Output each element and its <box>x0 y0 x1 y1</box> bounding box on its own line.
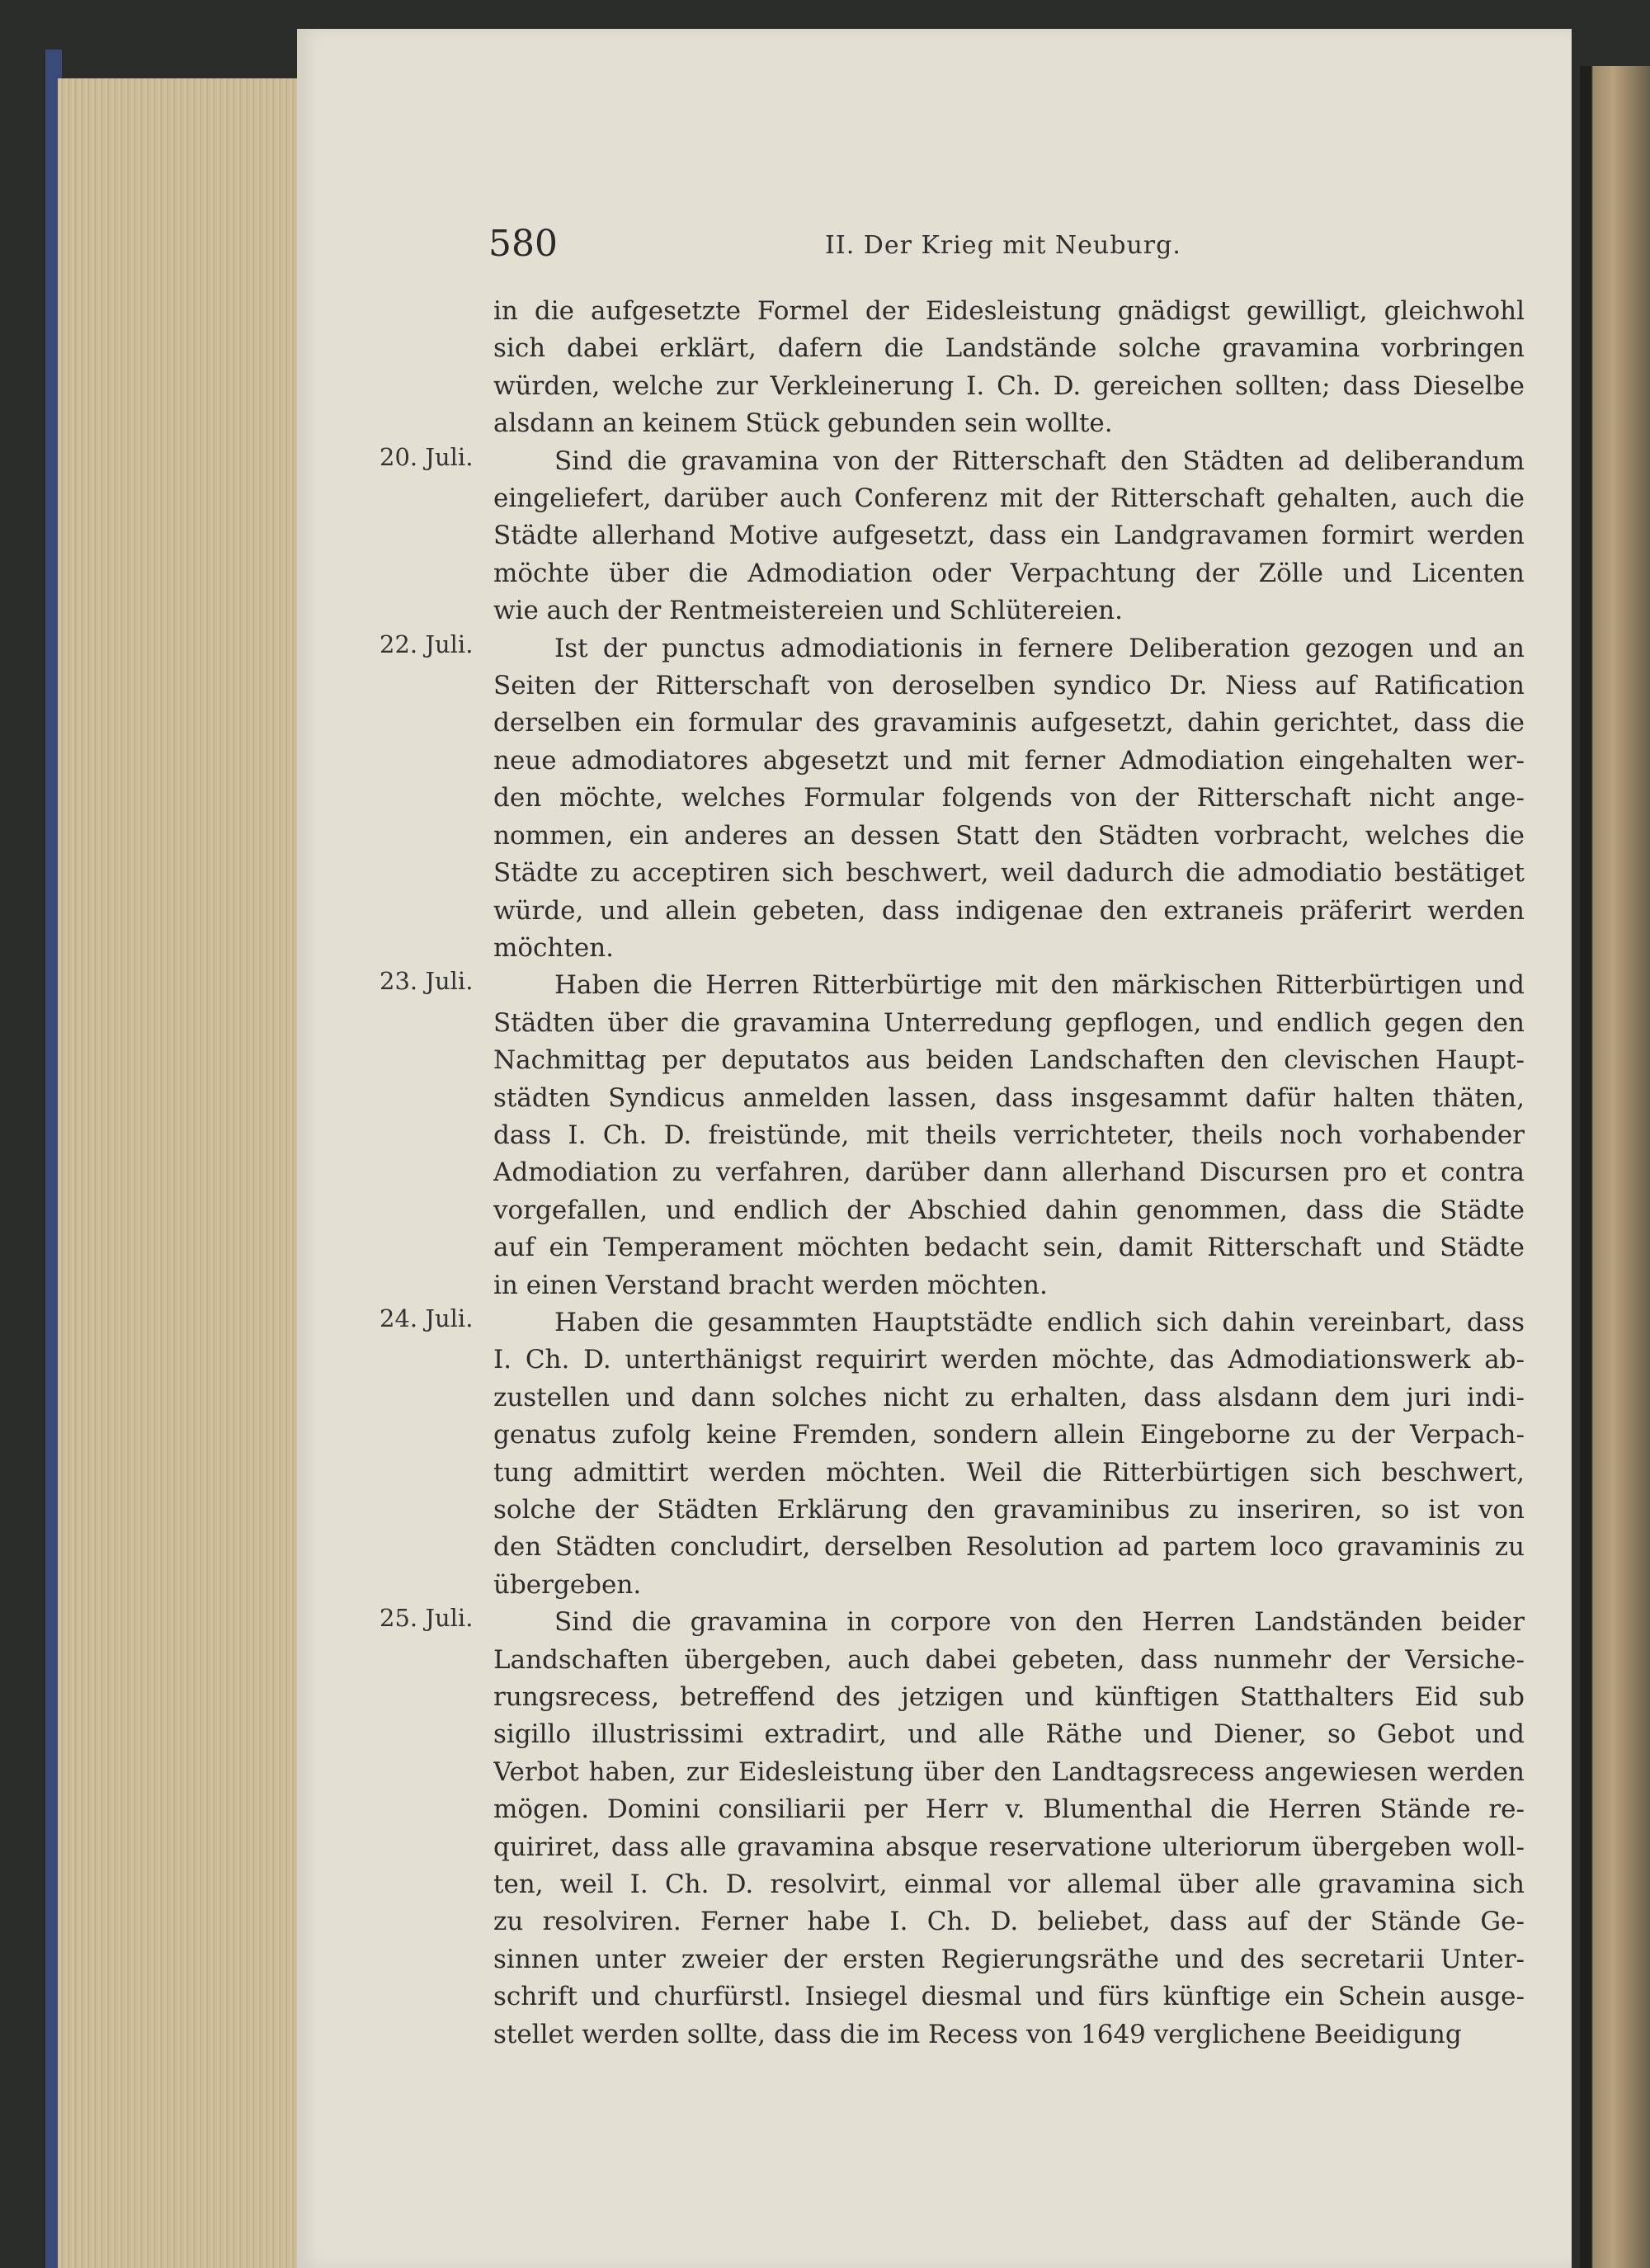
text-line: solche der Städten Erklärung den gravaminibus zu inseriren, so ist von <box>493 1495 1525 1525</box>
text-line: sinnen unter zweier der ersten Regierungsräthe und des secretarii Unter- <box>493 1944 1525 1974</box>
text-line: Städte allerhand Motive aufgesetzt, dass ein Landgravamen formirt werden <box>493 521 1525 551</box>
text-line: Sind die gravamina in corpore von den Herren Landständen beider <box>554 1607 1525 1638</box>
book-page <box>297 29 1572 2268</box>
entry-date: 25. Juli. <box>380 1604 474 1633</box>
text-line: derselben ein formular des gravaminis aufgesetzt, dahin gerichtet, dass die <box>493 708 1525 738</box>
diary-entry <box>297 630 1572 968</box>
text-line: nommen, ein anderes an dessen Statt den Städten vorbracht, welches die <box>493 820 1525 851</box>
text-line: zu resolviren. Ferner habe I. Ch. D. beliebet, dass auf der Stände Ge- <box>493 1907 1525 1937</box>
text-line: wie auch der Rentmeistereien und Schlütereien. <box>493 596 1123 626</box>
page-header <box>297 223 1572 272</box>
text-line: genatus zufolg keine Fremden, sondern allein Eingeborne zu der Verpach- <box>493 1420 1525 1450</box>
text-line: Sind die gravamina von der Ritterschaft den Städten ad deliberandum <box>554 446 1525 476</box>
text-line: ten, weil I. Ch. D. resolvirt, einmal vor allemal über alle gravamina sich <box>493 1870 1525 1900</box>
page-edges <box>58 78 305 2268</box>
running-title: II. Der Krieg mit Neuburg. <box>825 231 1181 260</box>
text-line: Seiten der Ritterschaft von deroselben syndico Dr. Niess auf Ratification <box>493 671 1525 701</box>
diary-entry <box>297 1604 1572 2053</box>
text-line: übergeben. <box>493 1569 642 1600</box>
text-line: tung admittirt werden möchten. Weil die Ritterbürtigen sich beschwert, <box>493 1457 1525 1488</box>
page-number: 580 <box>488 223 558 265</box>
text-line: würde, und allein gebeten, dass indigenae den extraneis präferirt werden <box>493 895 1525 926</box>
page-body <box>297 293 1572 2053</box>
entry-date: 22. Juli. <box>380 629 474 658</box>
text-line: mögen. Domini consiliarii per Herr v. Blumenthal die Herren Stände re- <box>493 1794 1525 1825</box>
text-line: möchte über die Admodiation oder Verpachtung der Zölle und Licenten <box>493 558 1525 588</box>
text-line: sich dabei erklärt, dafern die Landstände solche gravamina vorbringen <box>493 333 1525 364</box>
text-line: I. Ch. D. unterthänigst requirirt werden möchte, das Admodiationswerk ab- <box>493 1345 1525 1375</box>
text-line: Nachmittag per deputatos aus beiden Landschaften den clevischen Haupt- <box>493 1045 1525 1076</box>
text-line: quiriret, dass alle gravamina absque reservatione ulteriorum übergeben woll- <box>493 1832 1525 1862</box>
entry-date: 24. Juli. <box>380 1304 474 1332</box>
diary-entry <box>297 1304 1572 1604</box>
text-line: Landschaften übergeben, auch dabei gebeten, dass nunmehr der Versiche- <box>493 1644 1525 1675</box>
text-line: Haben die Herren Ritterbürtige mit den märkischen Ritterbürtigen und <box>554 970 1525 1001</box>
text-line: Städten über die gravamina Unterredung gepflogen, und endlich gegen den <box>493 1007 1525 1038</box>
text-line: sigillo illustrissimi extradirt, und alle Räthe und Diener, so Gebot und <box>493 1719 1525 1750</box>
text-line: alsdann an keinem Stück gebunden sein wollte. <box>493 408 1113 439</box>
diary-entry <box>297 293 1572 443</box>
text-line: den Städten concludirt, derselben Resolution ad partem loco gravaminis zu <box>493 1532 1525 1563</box>
text-line: zustellen und dann solches nicht zu erhalten, dass alsdann dem juri indi- <box>493 1382 1525 1412</box>
text-line: eingeliefert, darüber auch Conferenz mit der Ritterschaft gehalten, auch die <box>493 483 1525 514</box>
text-line: in einen Verstand bracht werden möchten. <box>493 1270 1048 1300</box>
text-line: Verbot haben, zur Eidesleistung über den Landtagsrecess angewiesen werden <box>493 1756 1525 1787</box>
entry-date: 20. Juli. <box>380 442 474 471</box>
text-line: Haben die gesammten Hauptstädte endlich sich dahin vereinbart, dass <box>554 1307 1525 1337</box>
text-line: stellet werden sollte, dass die im Recess von 1649 verglichene Beeidigung <box>493 2019 1462 2049</box>
text-line: vorgefallen, und endlich der Abschied dahin genommen, dass die Städte <box>493 1195 1525 1225</box>
text-line: rungsrecess, betreffend des jetzigen und künftigen Statthalters Eid sub <box>493 1682 1525 1713</box>
text-line: neue admodiatores abgesetzt und mit ferner Admodiation eingehalten wer- <box>493 745 1525 776</box>
text-line: möchten. <box>493 932 615 963</box>
diary-entry <box>297 967 1572 1304</box>
text-line: in die aufgesetzte Formel der Eidesleistung gnädigst gewilligt, gleichwohl <box>493 296 1525 326</box>
text-line: dass I. Ch. D. freistünde, mit theils verrichteter, theils noch vorhabender <box>493 1120 1525 1150</box>
text-line: Städte zu acceptiren sich beschwert, weil dadurch die admodiatio bestätiget <box>493 858 1525 889</box>
text-line: den möchte, welches Formular folgends von der Ritterschaft nicht ange- <box>493 783 1525 813</box>
text-line: schrift und churfürstl. Insiegel diesmal und fürs künftige ein Schein ausge- <box>493 1982 1525 2012</box>
text-line: Admodiation zu verfahren, darüber dann allerhand Discursen pro et contra <box>493 1158 1525 1188</box>
next-page-edge <box>1580 66 1650 2268</box>
diary-entry <box>297 443 1572 630</box>
entry-date: 23. Juli. <box>380 967 474 996</box>
text-line: städten Syndicus anmelden lassen, dass insgesammt dafür halten thäten, <box>493 1082 1525 1113</box>
text-line: würden, welche zur Verkleinerung I. Ch. D. gereichen sollten; dass Dieselbe <box>493 370 1525 401</box>
text-line: auf ein Temperament möchten bedacht sein, damit Ritterschaft und Städte <box>493 1233 1525 1263</box>
text-line: Ist der punctus admodiationis in fernere Deliberation gezogen und an <box>554 633 1525 663</box>
